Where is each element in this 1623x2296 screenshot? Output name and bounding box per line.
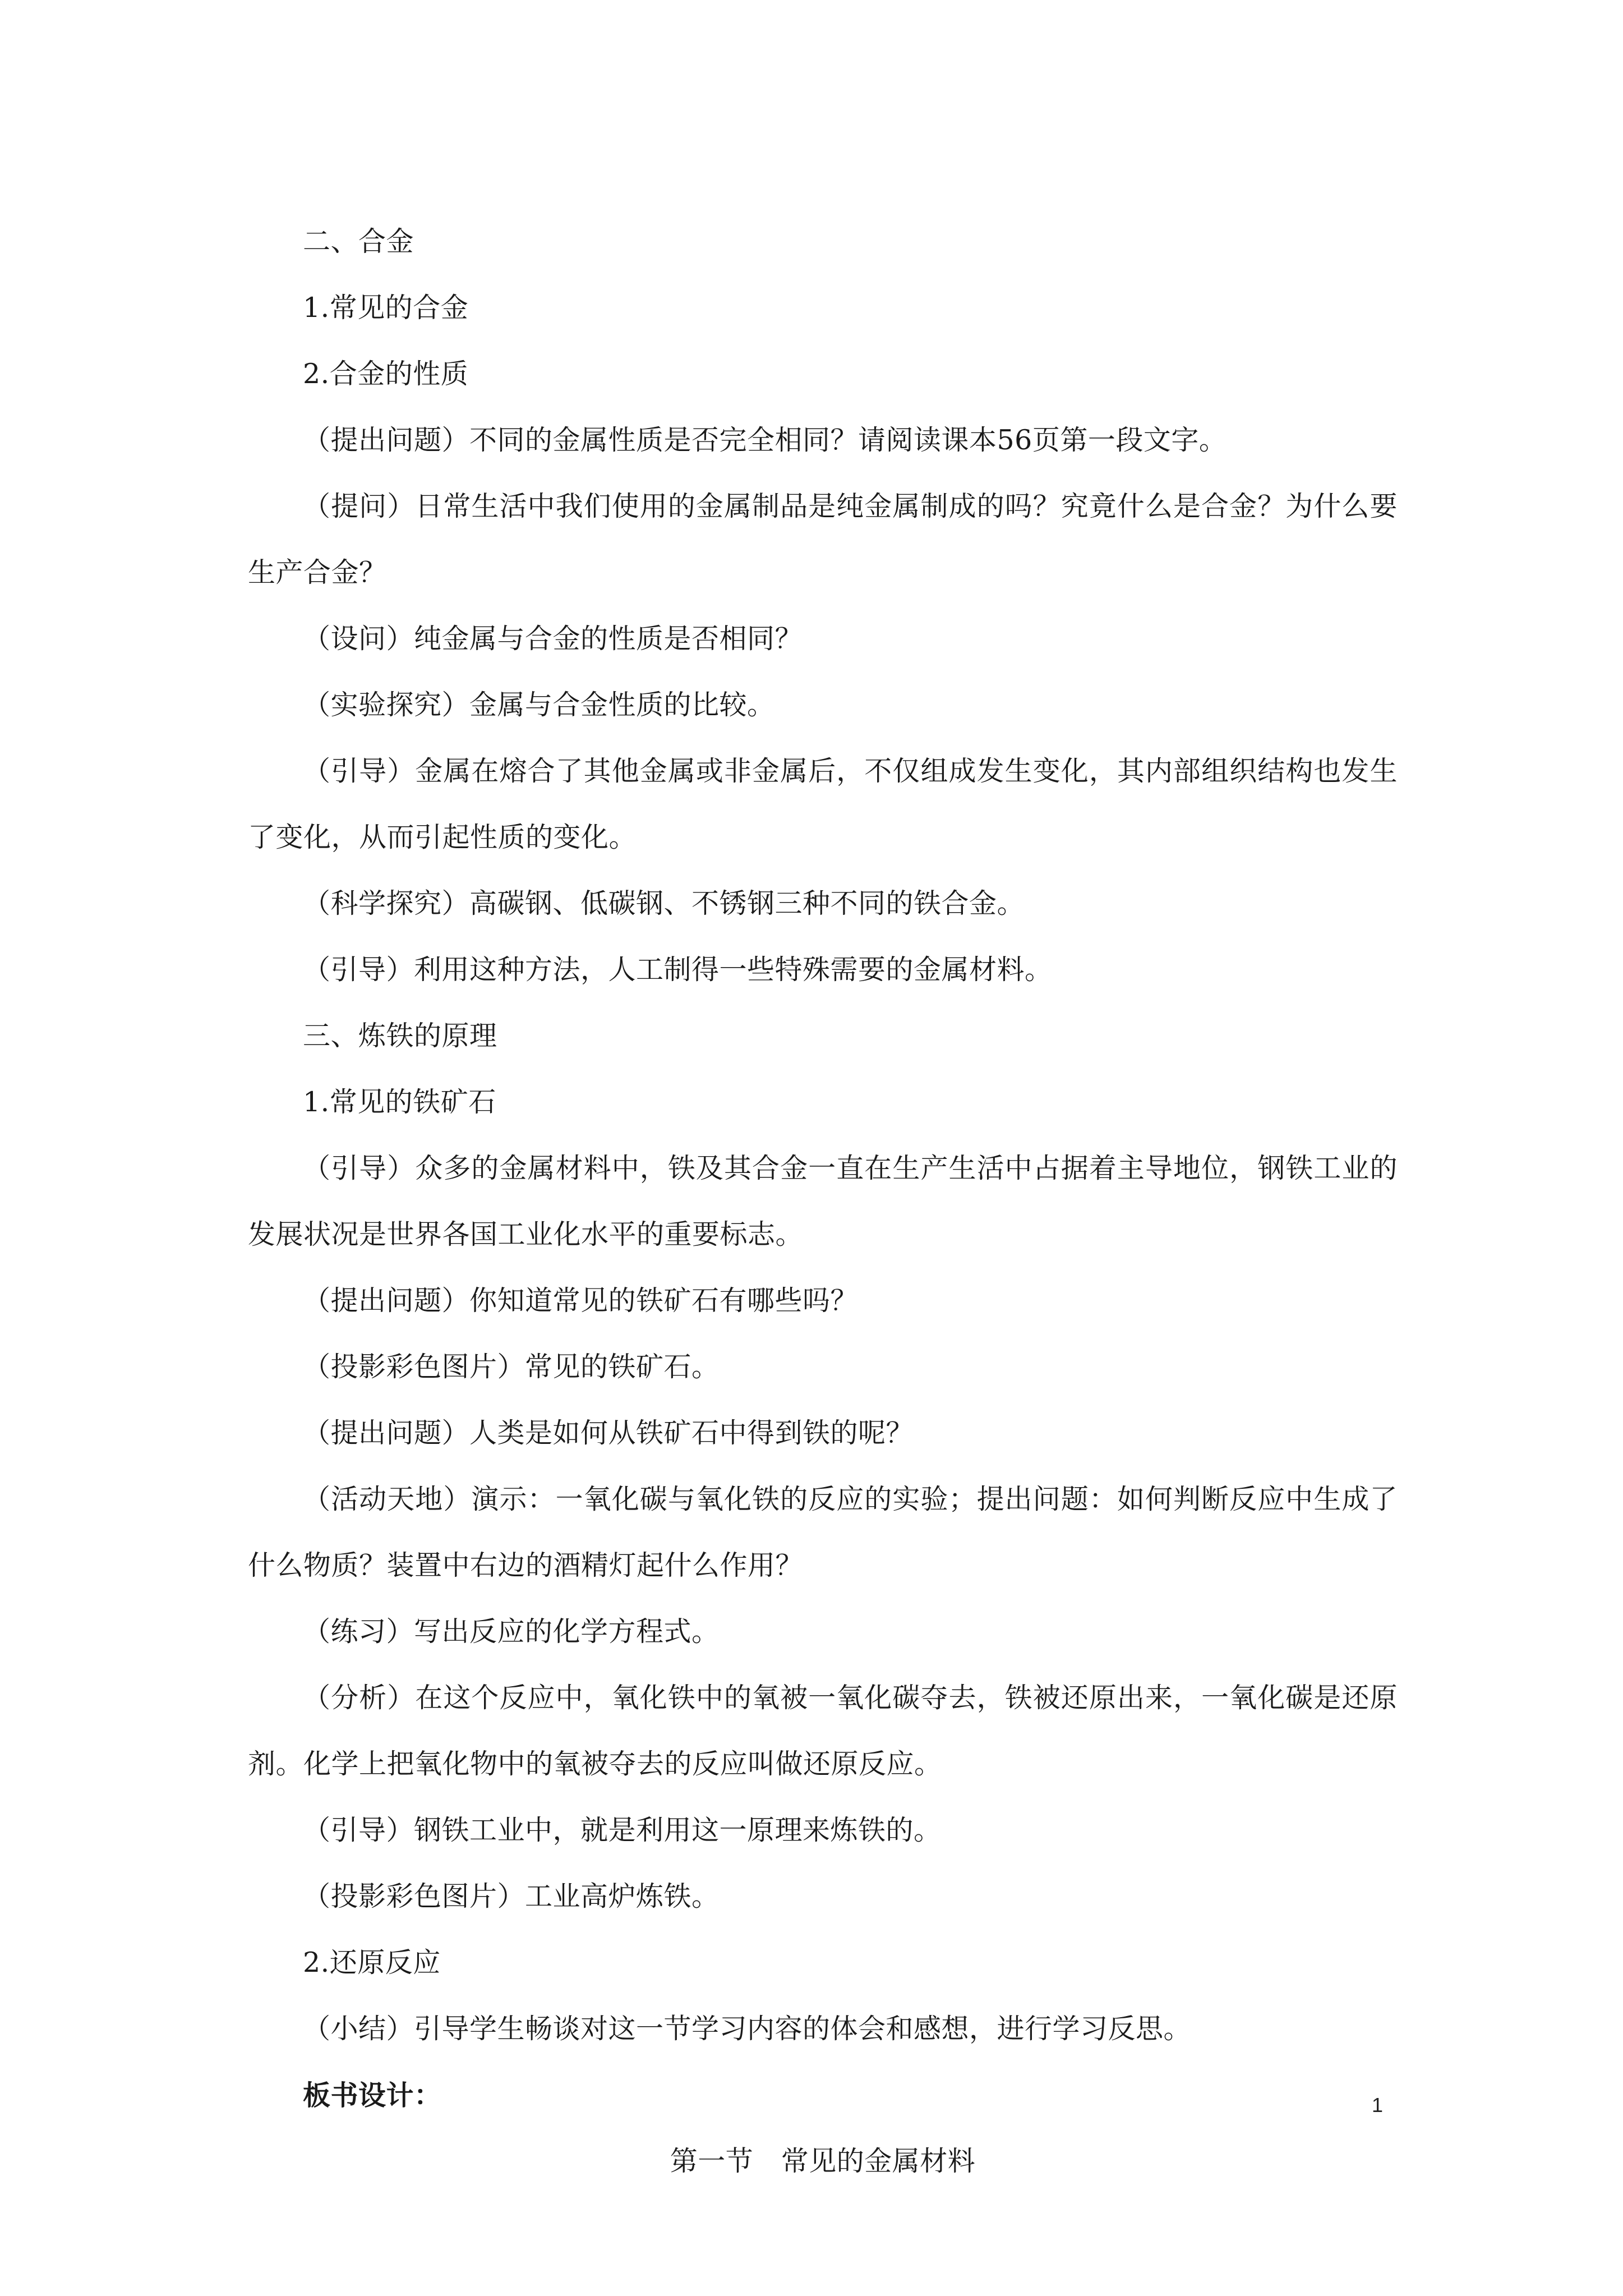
subheading-iron-ores: 1.常见的铁矿石 xyxy=(303,1086,496,1118)
paragraph: （引导）利用这种方法，人工制得一些特殊需要的金属材料。 xyxy=(303,954,1053,986)
paragraph: （科学探究）高碳钢、低碳钢、不锈钢三种不同的铁合金。 xyxy=(303,887,1025,919)
heading-alloy: 二、合金 xyxy=(303,226,414,257)
subheading-alloy-properties: 2.合金的性质 xyxy=(303,358,469,390)
board-design-label: 板书设计： xyxy=(303,2079,442,2111)
subheading-common-alloys: 1.常见的合金 xyxy=(303,292,469,324)
section-title: 第一节 常见的金属材料 xyxy=(670,2145,976,2177)
paragraph: （分析）在这个反应中，氧化铁中的氧被一氧化碳夺去，铁被还原出来，一氧化碳是还原剂。化学上把氧化物中的氧被夺去的反应叫做还原反应。 xyxy=(248,1682,1398,1780)
document-body xyxy=(248,209,1398,2194)
paragraph: （提出问题）人类是如何从铁矿石中得到铁的呢？ xyxy=(303,1417,914,1449)
paragraph: （提出问题）不同的金属性质是否完全相同？请阅读课本56页第一段文字。 xyxy=(303,424,1227,456)
paragraph: （提问）日常生活中我们使用的金属制品是纯金属制成的吗？究竟什么是合金？为什么要生产合金？ xyxy=(248,490,1398,588)
paragraph: （设问）纯金属与合金的性质是否相同？ xyxy=(303,623,803,655)
paragraph: （提出问题）你知道常见的铁矿石有哪些吗？ xyxy=(303,1285,859,1317)
paragraph: （引导）钢铁工业中，就是利用这一原理来炼铁的。 xyxy=(303,1814,942,1846)
heading-ironmaking-principle: 三、炼铁的原理 xyxy=(303,1020,497,1052)
page-number: 1 xyxy=(1372,2093,1384,2116)
paragraph: （投影彩色图片）常见的铁矿石。 xyxy=(303,1351,720,1383)
subheading-reduction-reaction: 2.还原反应 xyxy=(303,1947,441,1978)
paragraph: （实验探究）金属与合金性质的比较。 xyxy=(303,689,775,721)
paragraph: （引导）金属在熔合了其他金属或非金属后，不仅组成发生变化，其内部组织结构也发生了变化，从而引起性质的变化。 xyxy=(248,755,1398,853)
paragraph: （练习）写出反应的化学方程式。 xyxy=(303,1616,720,1648)
paragraph: （引导）众多的金属材料中，铁及其合金一直在生产生活中占据着主导地位，钢铁工业的发展状况是世界各国工业化水平的重要标志。 xyxy=(248,1152,1398,1250)
paragraph: （活动天地）演示：一氧化碳与氧化铁的反应的实验；提出问题：如何判断反应中生成了什么物质？装置中右边的酒精灯起什么作用？ xyxy=(248,1483,1398,1581)
paragraph: （小结）引导学生畅谈对这一节学习内容的体会和感想，进行学习反思。 xyxy=(303,2013,1192,2045)
paragraph: （投影彩色图片）工业高炉炼铁。 xyxy=(303,1880,720,1912)
